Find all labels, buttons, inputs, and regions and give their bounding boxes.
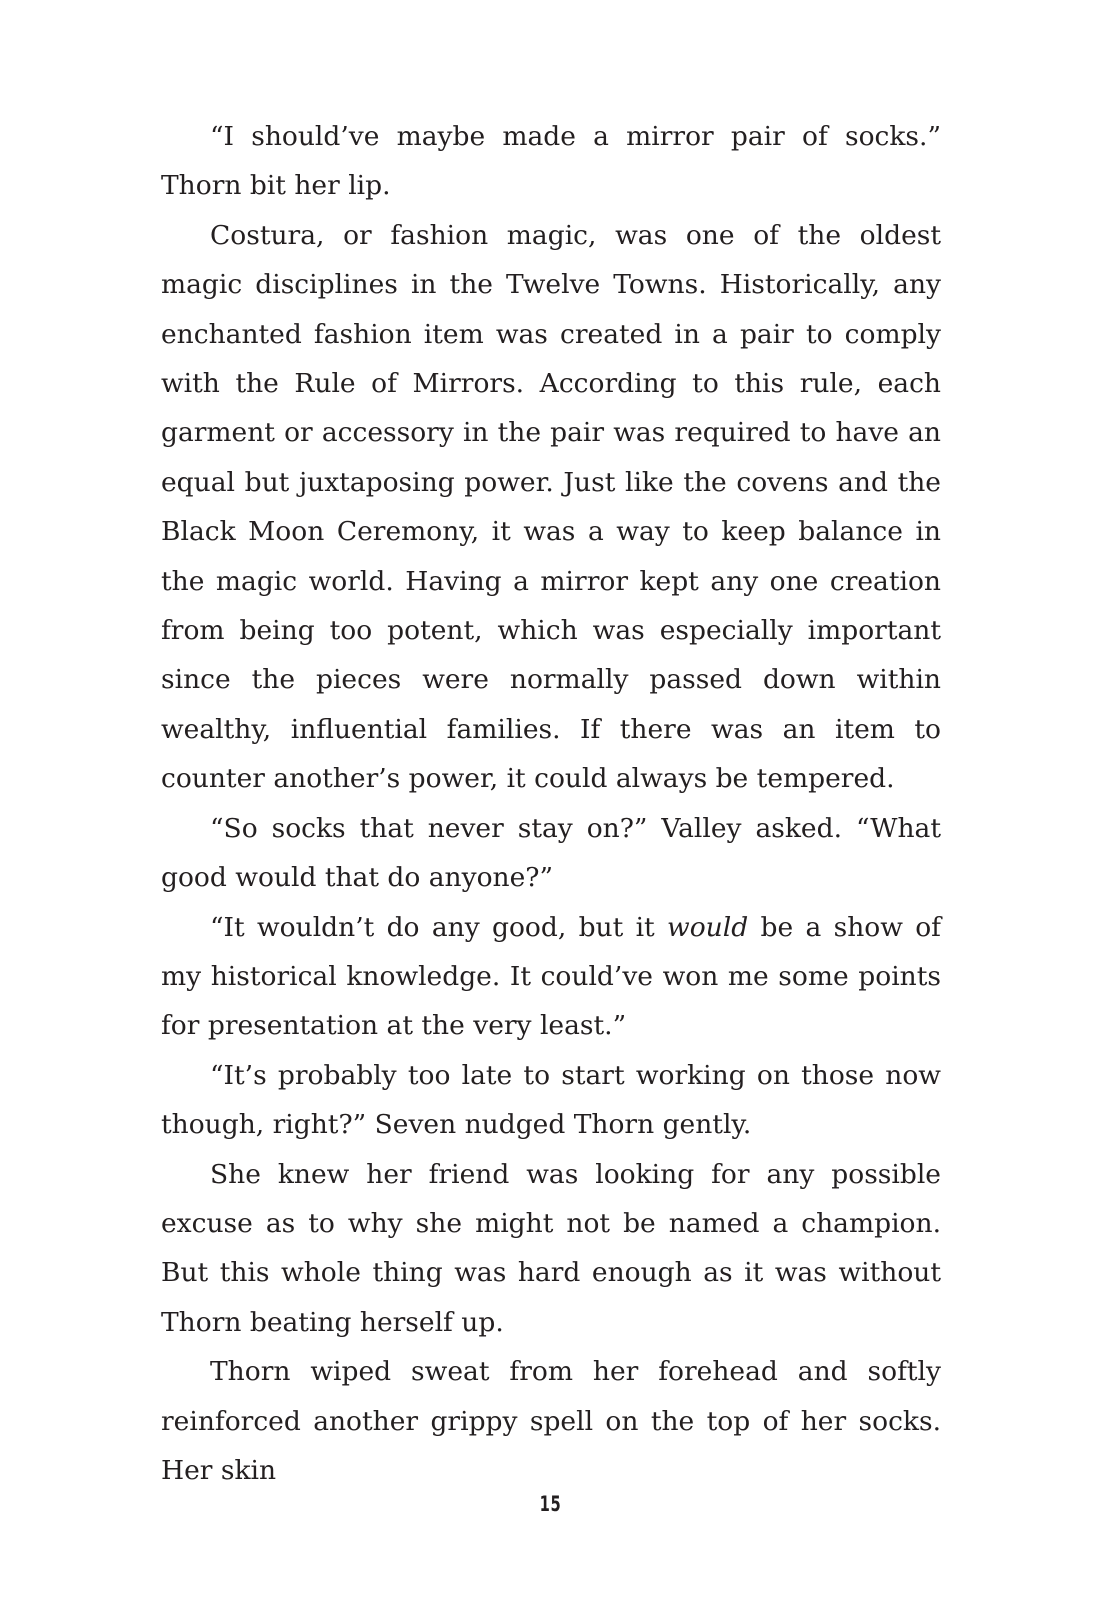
emphasized-word: would: [667, 911, 749, 943]
paragraph-text: be a show of my historical knowledge. It could’ve won me some points for presentation at the very least.”: [161, 911, 941, 1042]
body-text: [161, 112, 941, 1495]
page-number: 15: [539, 1492, 562, 1516]
paragraph: “So socks that never stay on?” Valley asked. “What good would that do anyone?”: [161, 812, 941, 894]
paragraph-text: “It wouldn’t do any good, but it: [210, 911, 668, 943]
paragraph: Costura, or fashion magic, was one of the oldest magic disciplines in the Twelve Towns. Historically, any enchanted fashion item was created in a pair to comply with the Rule of Mirrors. According to this rule, each garment or accessory in the pair was required to have an equal but juxtaposing power. Just like the covens and the Black Moon Ceremony, it was a way to keep balance in the magic world. Having a mirror kept any one creation from being too potent, which was especially important since the pieces were normally passed down within wealthy, influential families. If there was an item to counter another’s power, it could always be tempered.: [161, 219, 941, 795]
paragraph: “I should’ve maybe made a mirror pair of socks.” Thorn bit her lip.: [161, 121, 941, 202]
paragraph: [161, 903, 941, 1051]
paragraph: Thorn wiped sweat from her forehead and softly reinforced another grippy spell on the top of her socks. Her skin: [161, 1356, 941, 1486]
paragraph: “It’s probably too late to start working on those now though, right?” Seven nudged Thorn gently.: [161, 1059, 941, 1141]
paragraph: She knew her friend was looking for any possible excuse as to why she might not be named a champion. But this whole thing was hard enough as it was without Thorn beating herself up.: [161, 1158, 941, 1338]
